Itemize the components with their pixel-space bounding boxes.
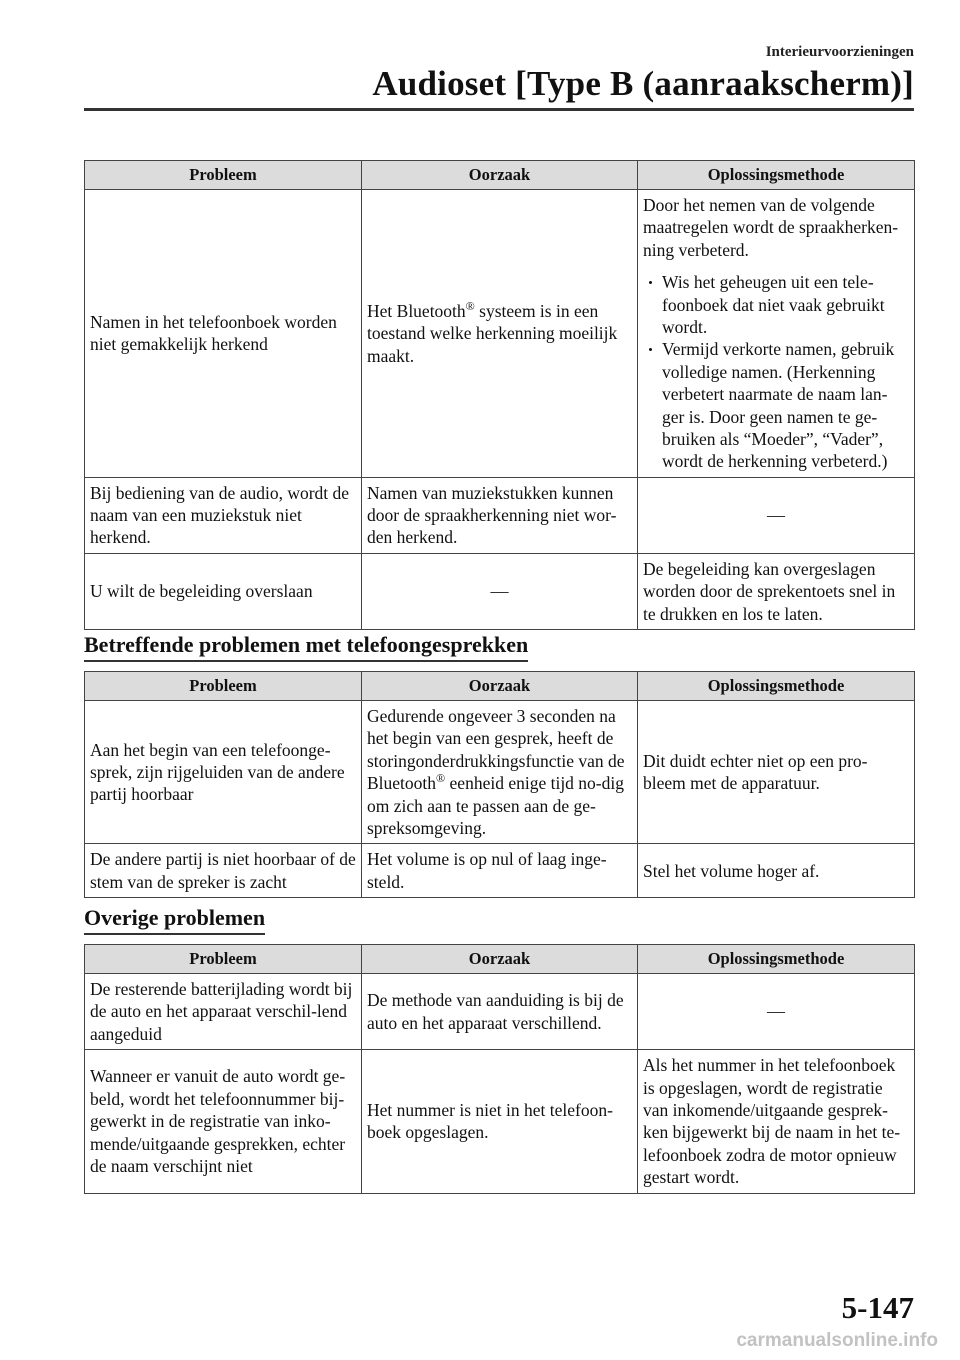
solution-bullet: Wis het geheugen uit een tele-foonboek dat niet vaak gebruikt wordt. bbox=[643, 271, 909, 338]
solution-bullet: Vermijd verkorte namen, gebruik volledige namen. (Herkenning verbetert naarmate de naam lan-ger is. Door geen namen te ge-bruiken als “Moeder”, “Vader”, wordt de herkenning verbeterd.) bbox=[643, 338, 909, 472]
table-header-row bbox=[85, 672, 915, 701]
watermark: carmanualsonline.info bbox=[736, 1330, 938, 1351]
page-number: 5-147 bbox=[841, 1290, 914, 1325]
solution-cell: — bbox=[638, 477, 915, 553]
cause-text-start: Het Bluetooth bbox=[367, 300, 466, 321]
cause-cell: Het volume is op nul of laag inge-steld. bbox=[362, 844, 638, 898]
solution-cell: Stel het volume hoger af. bbox=[638, 844, 915, 898]
cause-cell: Namen van muziekstukken kunnen door de spraakherkenning niet wor-den herkend. bbox=[362, 477, 638, 553]
problem-cell: Namen in het telefoonboek worden niet gemakkelijk herkend bbox=[85, 190, 362, 478]
cause-text-end: eenheid enige tijd no-dig om zich aan te passen aan de ge-spreksomgeving. bbox=[367, 773, 624, 838]
table-row bbox=[85, 701, 915, 844]
header-section-label: Interieurvoorzieningen bbox=[765, 44, 914, 60]
solution-cell bbox=[638, 190, 915, 478]
troubleshooting-table-voice bbox=[84, 160, 915, 630]
column-header-problem: Probleem bbox=[85, 161, 362, 190]
cause-cell: Het nummer is niet in het telefoon-boek opgeslagen. bbox=[362, 1050, 638, 1193]
table-row bbox=[85, 190, 915, 478]
table-row bbox=[85, 844, 915, 898]
troubleshooting-table-other bbox=[84, 944, 915, 1194]
column-header-solution: Oplossingsmethode bbox=[638, 945, 915, 974]
header-divider bbox=[84, 108, 914, 111]
solution-cell: Als het nummer in het telefoonboek is opgeslagen, wordt de registratie van inkomende/uitgaande gesprek-ken bijgewerkt bij de naam in het te-lefoonboek zodra de motor opnieuw gestart wordt. bbox=[638, 1050, 915, 1193]
solution-cell: De begeleiding kan overgeslagen worden door de sprekentoets snel in te drukken en los te laten. bbox=[638, 553, 915, 629]
column-header-problem: Probleem bbox=[85, 945, 362, 974]
problem-cell: U wilt de begeleiding overslaan bbox=[85, 553, 362, 629]
registered-mark: ® bbox=[436, 771, 446, 786]
column-header-cause: Oorzaak bbox=[362, 945, 638, 974]
solution-bullet-list bbox=[643, 271, 909, 473]
cause-cell: De methode van aanduiding is bij de auto en het apparaat verschillend. bbox=[362, 974, 638, 1050]
table-row bbox=[85, 974, 915, 1050]
table-row bbox=[85, 477, 915, 553]
column-header-solution: Oplossingsmethode bbox=[638, 672, 915, 701]
cause-cell bbox=[362, 701, 638, 844]
cause-cell bbox=[362, 190, 638, 478]
column-header-solution: Oplossingsmethode bbox=[638, 161, 915, 190]
solution-cell: Dit duidt echter niet op een pro-bleem met de apparatuur. bbox=[638, 701, 915, 844]
column-header-problem: Probleem bbox=[85, 672, 362, 701]
table-row bbox=[85, 553, 915, 629]
troubleshooting-table-calls bbox=[84, 671, 915, 898]
problem-cell: Wanneer er vanuit de auto wordt ge-beld, wordt het telefoonnummer bij-gewerkt in de registratie van inko-mende/uitgaande gesprekken, echter de naam verschijnt niet bbox=[85, 1050, 362, 1193]
cause-cell: — bbox=[362, 553, 638, 629]
table-header-row bbox=[85, 161, 915, 190]
table-header-row bbox=[85, 945, 915, 974]
solution-intro: Door het nemen van de volgende maatregelen wordt de spraakherken-ning verbeterd. bbox=[643, 195, 899, 260]
cause-text-start: Gedurende ongeveer 3 seconden na het begin van een gesprek, heeft de storingonderdrukkingsfunctie van de Bluetooth bbox=[367, 706, 625, 794]
column-header-cause: Oorzaak bbox=[362, 672, 638, 701]
problem-cell: Aan het begin van een telefoonge-sprek, zijn rijgeluiden van de andere partij hoorbaar bbox=[85, 701, 362, 844]
page-title: Audioset [Type B (aanraakscherm)] bbox=[372, 64, 914, 103]
section-heading-other: Overige problemen bbox=[84, 906, 265, 935]
problem-cell: De resterende batterijlading wordt bij de auto en het apparaat verschil-lend aangeduid bbox=[85, 974, 362, 1050]
table-row bbox=[85, 1050, 915, 1193]
section-heading-calls: Betreffende problemen met telefoongesprekken bbox=[84, 633, 528, 662]
solution-cell: — bbox=[638, 974, 915, 1050]
cause-text-end: systeem is in een toestand welke herkenning moeilijk maakt. bbox=[367, 300, 618, 366]
column-header-cause: Oorzaak bbox=[362, 161, 638, 190]
registered-mark: ® bbox=[465, 298, 475, 313]
problem-cell: De andere partij is niet hoorbaar of de stem van de spreker is zacht bbox=[85, 844, 362, 898]
problem-cell: Bij bediening van de audio, wordt de naam van een muziekstuk niet herkend. bbox=[85, 477, 362, 553]
